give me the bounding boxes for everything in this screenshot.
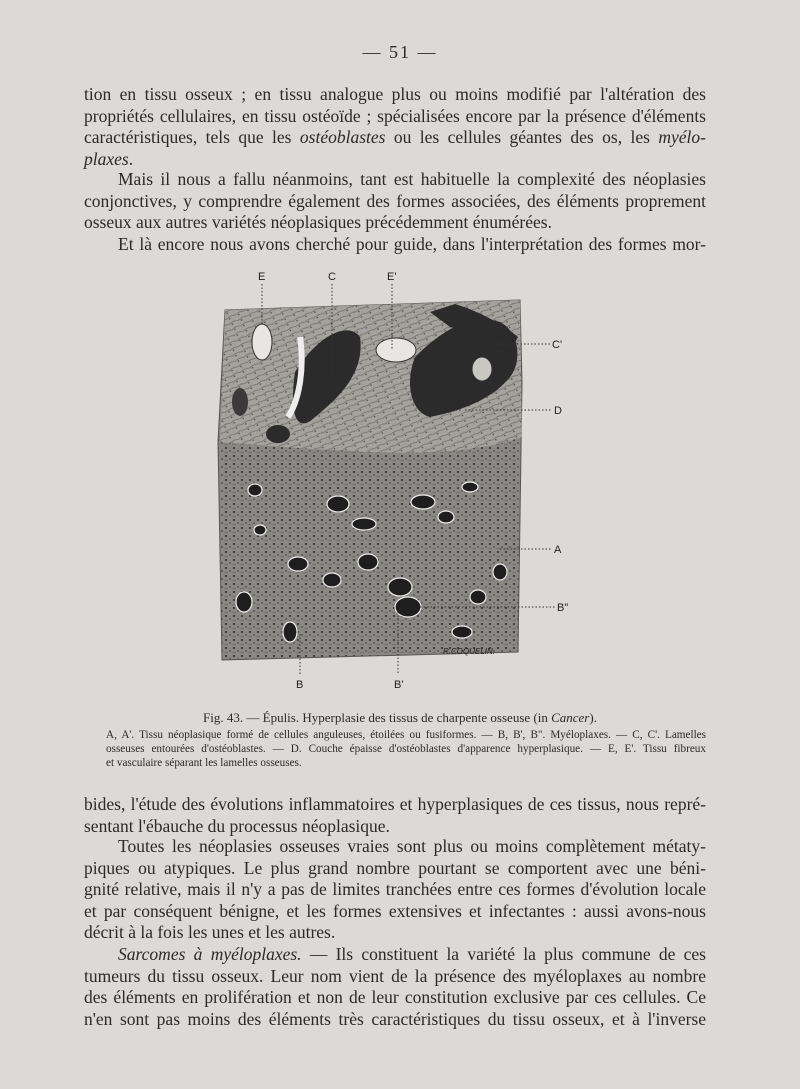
caption-line: A, A'. Tissu néoplasique formé de cellules anguleuses, étoilées ou fusiformes. — B, B', B". Myéloplaxes. — C, C'. Lamelles xyxy=(106,729,706,741)
section-heading-sarcomes: Sarcomes à myéloplaxes. xyxy=(118,944,302,964)
text-line: osseux aux autres variétés néoplasiques précédemment énumérées. xyxy=(84,212,552,233)
emphasis-osteoblastes: ostéoblastes xyxy=(299,127,386,148)
figure-label-e-prime: E' xyxy=(387,271,397,283)
text-line: conjonctives, y comprendre également des formes associées, des éléments proprement xyxy=(84,190,706,211)
paragraph-1 xyxy=(84,84,706,170)
text-line: Et là encore nous avons cherché pour guide, dans l'interprétation des formes mor- xyxy=(118,234,706,254)
figure-label-a: A xyxy=(554,544,562,556)
paragraph-6 xyxy=(84,944,706,1030)
text-line: Sarcomes à myéloplaxes. — Ils constituent la variété la plus commune de ces xyxy=(118,944,706,964)
figure-label-c-prime: C' xyxy=(552,339,563,351)
figure-label-c: C xyxy=(328,271,336,283)
text-line: des éléments en prolifération et non de leur constitution exclusive par ces cellules. Ce xyxy=(84,987,706,1008)
epulis-illustration xyxy=(200,262,600,692)
figure-label-e: E xyxy=(258,271,266,283)
caption-line: osseuses entourées d'ostéoblastes. — D. Couche épaisse d'ostéoblastes d'apparence hyperplasique. — E, E'. Tissu fibreux xyxy=(106,743,706,755)
illustrator-signature: R.COQUELIN. xyxy=(443,647,496,656)
caption-line: et vasculaire séparant les lamelles osseuses. xyxy=(106,757,302,769)
paragraph-3 xyxy=(84,234,706,256)
text-line: plaxes. xyxy=(84,148,134,169)
text-line: tion en tissu osseux ; en tissu analogue plus ou moins modifié par l'altération des xyxy=(84,84,706,104)
text-line: bides, l'étude des évolutions inflammatoires et hyperplasiques de ces tissus, nous repré- xyxy=(84,794,706,814)
emphasis-myeloplaxes: plaxes xyxy=(84,148,129,169)
paragraph-5 xyxy=(84,836,706,944)
paragraph-2 xyxy=(84,169,706,234)
text-line: piques ou atypiques. Le plus grand nombre pourtant se comportent avec une béni- xyxy=(84,857,706,878)
figure-label-b-prime: B' xyxy=(394,679,404,691)
text-line: Toutes les néoplasies osseuses vraies sont plus ou moins complètement métaty- xyxy=(118,836,706,856)
text-line: gnité relative, mais il n'y a pas de limites tranchées entre ces formes d'évolution locale xyxy=(84,879,706,900)
histology-figure xyxy=(200,262,600,692)
figure-caption-title: Fig. 43. — Épulis. Hyperplasie des tissus de charpente osseuse (in Cancer). xyxy=(203,710,597,725)
figure-label-d: D xyxy=(554,405,562,417)
figure-label-b-double: B" xyxy=(557,602,569,614)
text-line: caractéristiques, tels que les ostéoblastes ou les cellules géantes des os, les myélo- xyxy=(84,127,706,148)
figure-label-b: B xyxy=(296,679,304,691)
text-line: et par conséquent bénigne, et les formes extensives et infectantes : aussi avons-nous xyxy=(84,900,706,921)
text-line: sentant l'ébauche du processus néoplasique. xyxy=(84,815,390,836)
figure-caption-body xyxy=(106,728,706,770)
text-line: n'en sont pas moins des éléments très caractéristiques du tissu osseux, et à l'inverse xyxy=(84,1008,706,1029)
text-line: Mais il nous a fallu néanmoins, tant est habituelle la complexité des néoplasies xyxy=(118,169,706,189)
text-line: décrit à la fois les unes et les autres. xyxy=(84,922,336,943)
paragraph-4 xyxy=(84,794,706,837)
page-number: — 51 — xyxy=(362,42,438,62)
text-line: propriétés cellulaires, en tissu ostéoïde ; spécialisées encore par la présence d'éléments xyxy=(84,105,706,126)
text-line: tumeurs du tissu osseux. Leur nom vient de la présence des myéloplaxes au nombre xyxy=(84,965,706,986)
